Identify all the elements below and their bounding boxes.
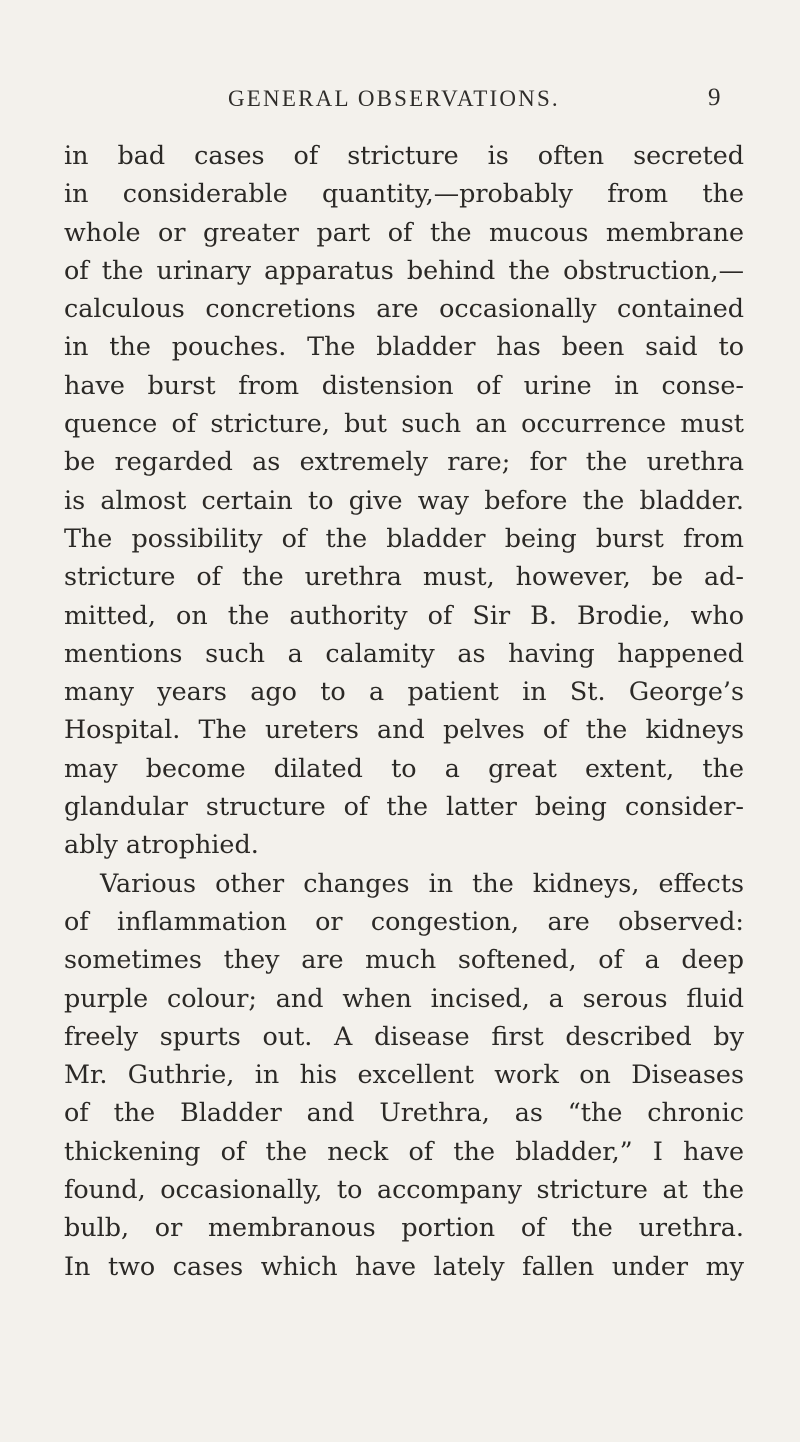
body-text	[64, 136, 744, 1285]
text-line: many years ago to a patient in St. George’s	[64, 676, 744, 707]
text-line: mentions such a calamity as having happened	[64, 637, 744, 668]
text-line: bulb, or membranous portion of the urethra.	[64, 1212, 744, 1243]
text-line: in the pouches. The bladder has been said to	[64, 331, 744, 362]
text-line: The possibility of the bladder being burst from	[64, 522, 744, 553]
text-line: found, occasionally, to accompany stricture at the	[64, 1174, 744, 1205]
text-line: of inflammation or congestion, are observed:	[64, 905, 744, 936]
text-line: purple colour; and when incised, a serous fluid	[64, 982, 744, 1013]
text-line: freely spurts out. A disease first described by	[64, 1020, 744, 1051]
text-line: may become dilated to a great extent, the	[64, 752, 744, 783]
page-number: 9	[708, 84, 721, 111]
paragraph-end-line: ably atrophied.	[64, 829, 259, 860]
text-line: sometimes they are much softened, of a deep	[64, 944, 744, 975]
text-line: mitted, on the authority of Sir B. Brodie, who	[64, 599, 744, 630]
text-line: have burst from distension of urine in conse-	[64, 369, 744, 400]
paragraph-start-line: Various other changes in the kidneys, effects	[100, 867, 744, 898]
text-line: is almost certain to give way before the bladder.	[64, 484, 744, 515]
text-line: calculous concretions are occasionally contained	[64, 293, 744, 324]
text-line: thickening of the neck of the bladder,” I have	[64, 1135, 744, 1166]
text-line: of the Bladder and Urethra, as “the chronic	[64, 1097, 744, 1128]
text-line: Hospital. The ureters and pelves of the kidneys	[64, 714, 744, 745]
text-line: be regarded as extremely rare; for the urethra	[64, 446, 744, 477]
text-line: in bad cases of stricture is often secreted	[64, 140, 744, 170]
text-line: in considerable quantity,—probably from the	[64, 178, 744, 209]
running-head: GENERAL OBSERVATIONS.	[228, 86, 560, 111]
text-line: stricture of the urethra must, however, be ad-	[64, 561, 744, 592]
text-line: In two cases which have lately fallen under my	[64, 1250, 744, 1281]
text-line: glandular structure of the latter being consider-	[64, 791, 744, 822]
text-line: whole or greater part of the mucous membrane	[64, 216, 744, 247]
text-line: of the urinary apparatus behind the obstruction,—	[64, 254, 744, 285]
text-line: quence of stricture, but such an occurrence must	[64, 408, 744, 439]
text-line: Mr. Guthrie, in his excellent work on Diseases	[64, 1059, 744, 1090]
